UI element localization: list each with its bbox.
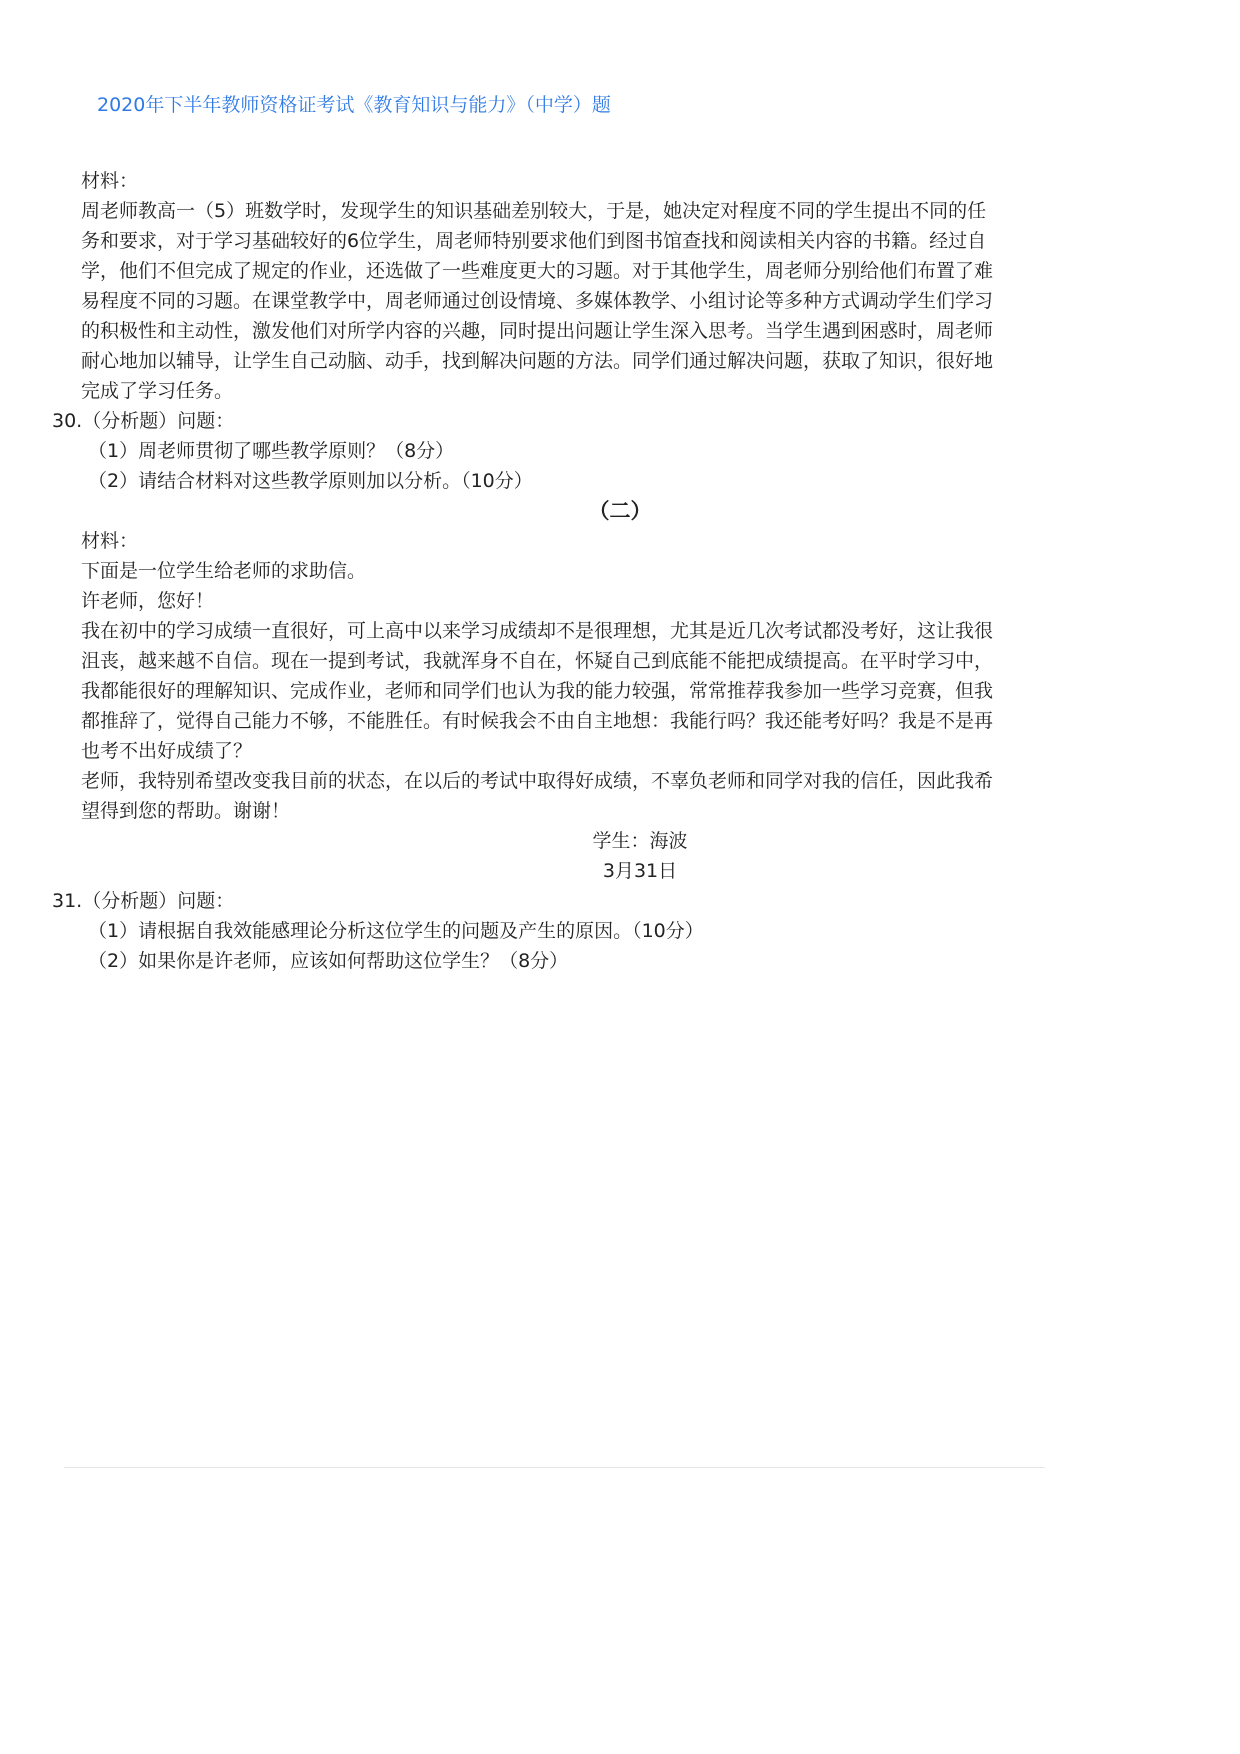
question-30: 30.（分析题）问题：: [52, 410, 235, 432]
material-line: 周老师教高一（5）班数学时，发现学生的知识基础差别较大，于是，她决定对程度不同的学生提出不同的任: [81, 200, 987, 222]
document-title: 2020年下半年教师资格证考试《教育知识与能力》（中学）题: [97, 94, 611, 116]
sub-question: （2）如果你是许老师，应该如何帮助这位学生？（8分）: [88, 950, 569, 972]
material-line: 完成了学习任务。: [81, 380, 234, 402]
letter-line: 都推辞了，觉得自己能力不够，不能胜任。有时候我会不由自主地想：我能行吗？我还能考好吗？我是不是再: [81, 710, 994, 732]
letter-date: 3月31日: [602, 860, 678, 882]
material-line: 务和要求，对于学习基础较好的6位学生，周老师特别要求他们到图书馆查找和阅读相关内容的书籍。经过自: [81, 230, 987, 252]
material-line: 耐心地加以辅导，让学生自己动脑、动手，找到解决问题的方法。同学们通过解决问题，获取了知识，很好地: [81, 350, 994, 372]
footer-divider: [64, 1467, 1045, 1468]
letter-greeting: 许老师，您好！: [81, 590, 215, 612]
material-line: 的积极性和主动性，激发他们对所学内容的兴趣，同时提出问题让学生深入思考。当学生遇到困惑时，周老师: [81, 320, 994, 342]
sub-question: （1）请根据自我效能感理论分析这位学生的问题及产生的原因。（10分）: [88, 920, 704, 942]
letter-line: 老师，我特别希望改变我目前的状态，在以后的考试中取得好成绩，不辜负老师和同学对我的信任，因此我希: [81, 770, 994, 792]
question-31: 31.（分析题）问题：: [52, 890, 235, 912]
letter-signature: 学生：海波: [592, 830, 688, 852]
letter-line: 也考不出好成绩了？: [81, 740, 253, 762]
material-line: 易程度不同的习题。在课堂教学中，周老师通过创设情境、多媒体教学、小组讨论等多种方式调动学生们学习: [81, 290, 994, 312]
letter-line: 我都能很好的理解知识、完成作业，老师和同学们也认为我的能力较强，常常推荐我参加一些学习竞赛，但我: [81, 680, 994, 702]
document-body: [0, 166, 1240, 976]
material-label: 材料：: [81, 530, 139, 552]
material-line: 学，他们不但完成了规定的作业，还选做了一些难度更大的习题。对于其他学生，周老师分别给他们布置了难: [81, 260, 994, 282]
sub-question: （2）请结合材料对这些教学原则加以分析。（10分）: [88, 470, 533, 492]
section-heading: （二）: [588, 499, 652, 523]
letter-line: 我在初中的学习成绩一直很好，可上高中以来学习成绩却不是很理想，尤其是近几次考试都没考好，这让我很: [81, 620, 994, 642]
material-label: 材料：: [81, 170, 139, 192]
letter-line: 沮丧，越来越不自信。现在一提到考试，我就浑身不自在，怀疑自己到底能不能把成绩提高。在平时学习中，: [81, 650, 994, 672]
letter-line: 望得到您的帮助。谢谢！: [81, 800, 291, 822]
material-intro: 下面是一位学生给老师的求助信。: [81, 560, 367, 582]
sub-question: （1）周老师贯彻了哪些教学原则？（8分）: [88, 440, 455, 462]
